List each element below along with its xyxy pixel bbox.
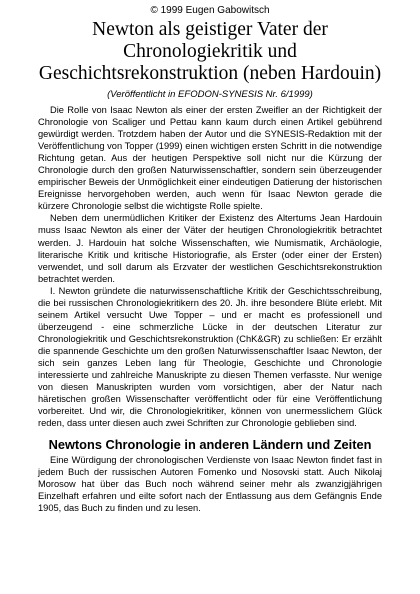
body-paragraph: Die Rolle von Isaac Newton als einer der ersten Zweifler an der Richtigkeit der Chronologie von Scaliger und Pettau kann kaum durch einen Artikel gebührend gewürdigt werden. Trotzdem haben der Autor und die SYNESIS-Redaktion mit der Veröffentlichung von Topper (1999) einen wichtigen ersten Schritt in die notwendige Richtung getan. Aus der heutigen Perspektive soll nicht nur die Kürzung der Chronologie durch den großen Naturwissenschaftler, sondern sein überzeugender empirischer Beweis der Unmöglichkeit einer eindeutigen Datierung der historischen Ereignisse hervorgehoben werden, auch wenn für Isaac Newton gerade die kürzere Chronologie selbst die wichtigste Rolle spielte. (38, 105, 382, 212)
body-paragraph: Neben dem unermüdlichen Kritiker der Existenz des Altertums Jean Hardouin muss Isaac Newton als einer der Väter der heutigen Chronologiekritik betrachtet werden. J. Hardouin hat solche Wissenschaften, wie Numismatik, Archäologie, literarische Kritik und kritische Historiografie, als Erster (oder einer der Ersten) verwendet, und soll darum als Erzvater der westlichen Geschichtsrekonstruktion betrachtet werden. (38, 213, 382, 284)
body-paragraph: I. Newton gründete die naturwissenschaftliche Kritik der Geschichtsschreibung, die bei russischen Chronologiekritikern des 20. Jh. ihre besondere Blüte erlebt. Mit seinem Artikel versucht Uwe Topper – und er macht es professionell und überzeugend - eine schmerzliche Lücke in der deutschen Literatur zur Chronologiekritik und Geschichtsrekonstruktion (ChK&GR) zu schließen: Er erzählt die spannende Geschichte um den großen Naturwissenschaftler Isaac Newton, der sich sein ganzes Leben lang für Theologie, Geschichte und Chronologie interessierte und zahlreiche Manuskripte zu diesen Themen verfasste. Nur wenige von diesen Manuskripten wurden vom vorsichtigen, aber der Natur nach häretischen großen Wissenschafter veröffentlicht oder für eine Veröffentlichung vorbereitet. Und wir, die Chronologiekritiker, können von unermesslichem Glück reden, dass unter diesen auch zwei Schriften zur Chronologie geblieben sind. (38, 285, 382, 429)
copyright-line: © 1999 Eugen Gabowitsch (150, 5, 270, 16)
section-heading: Newtons Chronologie in anderen Ländern und Zeiten (48, 437, 372, 453)
publication-note: (Veröffentlicht in EFODON-SYNESIS Nr. 6/1999) (107, 89, 313, 100)
article-title: Newton als geistiger Vater der Chronologiekritik und Geschichtsrekonstruktion (neben Hardouin) (38, 19, 382, 84)
section-paragraph: Eine Würdigung der chronologischen Verdienste von Isaac Newton findet fast in jedem Buch der russischen Autoren Fomenko und Nosovski statt. Auch Nikolaj Morosow hat über das Buch noch während seiner mehr als zwanzigjährigen Einzelhaft erfahren und eilte sofort nach der Entlassung aus dem Gefängnis Ende 1905, das Buch zu finden und zu lesen. (38, 455, 382, 514)
